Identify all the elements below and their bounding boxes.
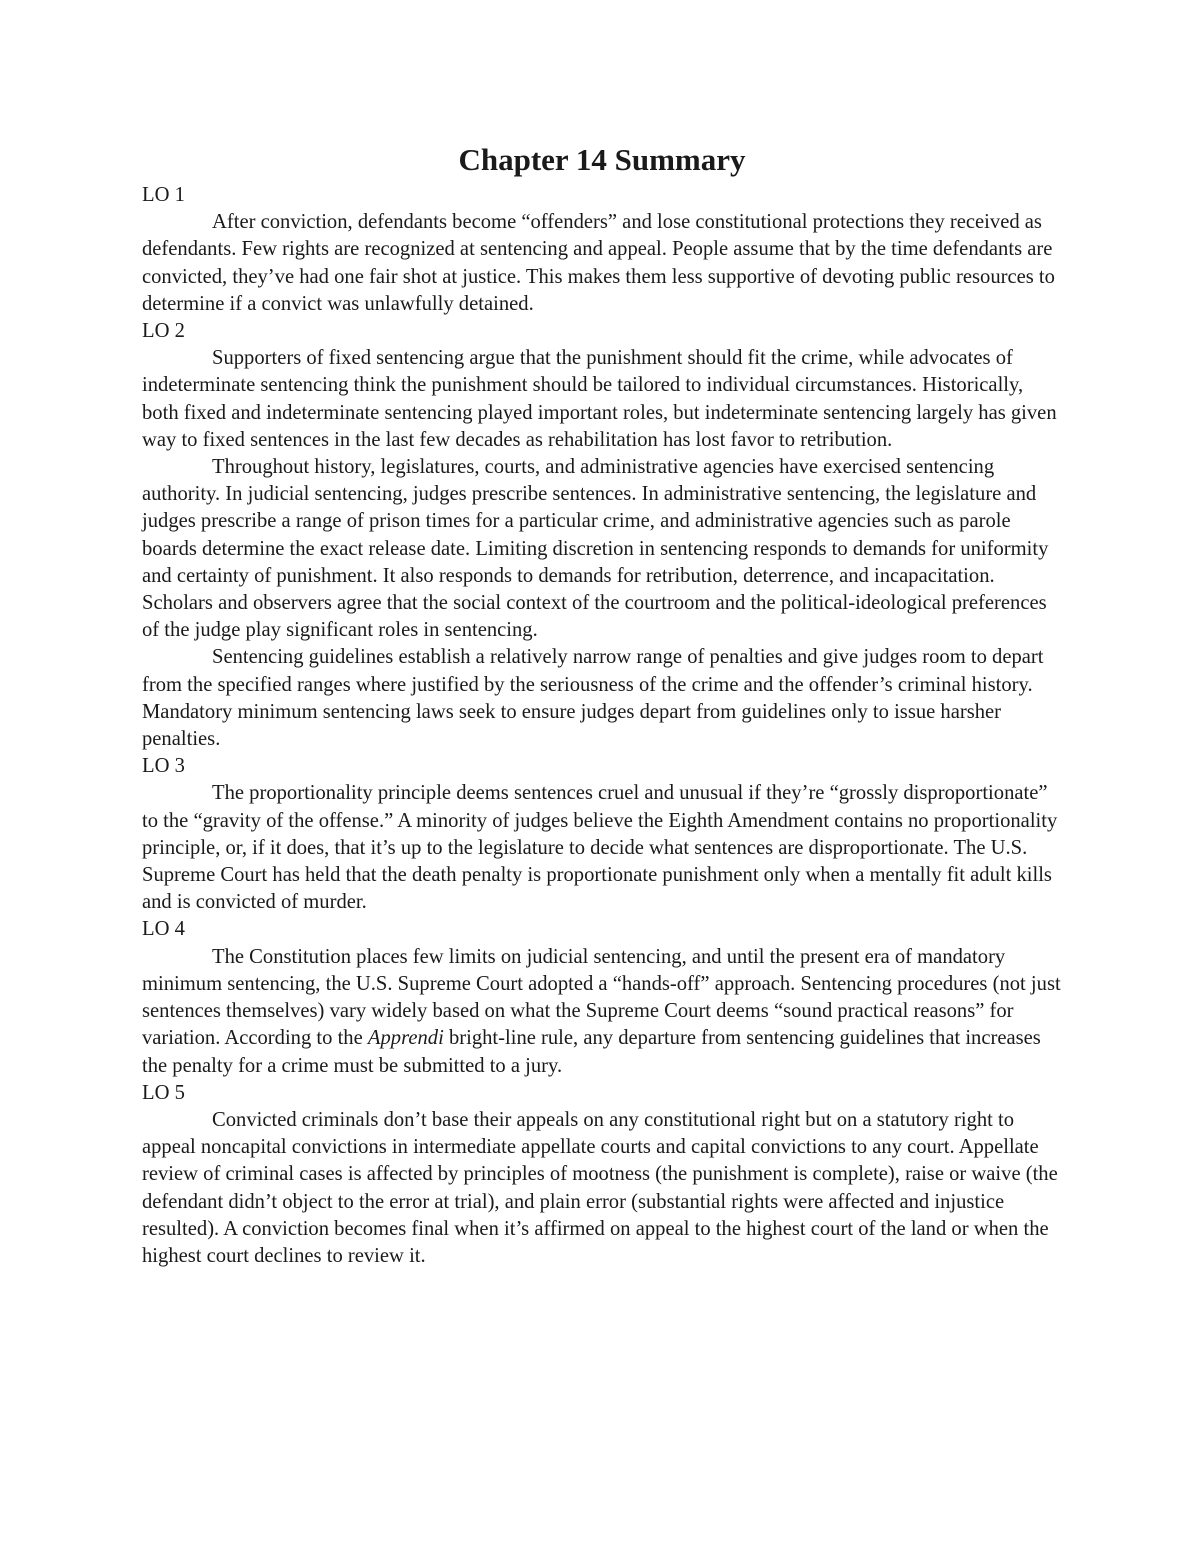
paragraph-text: Convicted criminals don’t base their appeals on any constitutional right but on a statutory right to appeal noncapital convictions in intermediate appellate courts and capital convictions to any court. Appellate review of criminal cases is affected by principles of mootness (the punishment is complete), raise or waive (the defendant didn’t object to the error at trial), and plain error (substantial rights were affected and injustice resulted). A conviction becomes final when it’s affirmed on appeal to the highest court of the land or when the highest court declines to review it. [142, 1108, 1058, 1267]
section-paragraph [142, 944, 1062, 1080]
section-heading: LO 2 [142, 320, 185, 343]
section-paragraph [142, 454, 1062, 644]
paragraph-text: After conviction, defendants become “offenders” and lose constitutional protections they received as defendants. Few rights are recognized at sentencing and appeal. People assume that by the time defendants are convicted, they’ve had one fair shot at justice. This makes them less supportive of devoting public resources to determine if a convict was unlawfully detained. [142, 211, 1055, 315]
italic-case-name: Apprendi [367, 1027, 444, 1050]
section-heading: LO 3 [142, 755, 185, 778]
paragraph-text: bright-line rule, any departure from sentencing guidelines that increases the penalty for a crime must be submitted to a jury. [142, 1027, 1041, 1077]
section-paragraph [142, 209, 1062, 318]
document-page [142, 140, 1062, 1270]
paragraph-text: The Constitution places few limits on judicial sentencing, and until the present era of mandatory minimum sentencing, the U.S. Supreme Court adopted a “hands-off” approach. Sentencing procedures (not just sentences themselves) vary widely based on what the Supreme Court deems “sound practical reasons” for variation. According to the [142, 945, 1061, 1050]
section-heading: LO 1 [142, 184, 185, 206]
paragraph-text: Supporters of fixed sentencing argue that the punishment should fit the crime, while advocates of indeterminate sentencing think the punishment should be tailored to individual circumstances. Historically, both fixed and indeterminate sentencing played important roles, but indeterminate sentencing largely has given way to fixed sentences in the last few decades as rehabilitation has lost favor to retribution. [142, 347, 1057, 451]
section-paragraph [142, 345, 1062, 454]
paragraph-text: Sentencing guidelines establish a relatively narrow range of penalties and give judges room to depart from the specified ranges where justified by the seriousness of the crime and the offender’s criminal history. Mandatory minimum sentencing laws seek to ensure judges depart from guidelines only to issue harsher penalties. [142, 646, 1044, 751]
section-heading: LO 5 [142, 1081, 185, 1104]
section-paragraph [142, 644, 1062, 753]
document-body [142, 182, 1062, 1270]
document-title: Chapter 14 Summary [458, 142, 746, 177]
paragraph-text: The proportionality principle deems sentences cruel and unusual if they’re “grossly disproportionate” to the “gravity of the offense.” A minority of judges believe the Eighth Amendment contains no proportionality principle, or, if it does, that it’s up to the legislature to decide what sentences are disproportionate. The U.S. Supreme Court has held that the death penalty is proportionate punishment only when a mentally fit adult kills and is convicted of murder. [142, 782, 1058, 914]
section-heading: LO 4 [142, 918, 185, 941]
section-paragraph [142, 780, 1062, 916]
paragraph-text: Throughout history, legislatures, courts, and administrative agencies have exercised sentencing authority. In judicial sentencing, judges prescribe sentences. In administrative sentencing, the legislature and judges prescribe a range of prison times for a particular crime, and administrative agencies such as parole boards determine the exact release date. Limiting discretion in sentencing responds to demands for uniformity and certainty of punishment. It also responds to demands for retribution, deterrence, and incapacitation. Scholars and observers agree that the social context of the courtroom and the political-ideological preferences of the judge play significant roles in sentencing. [142, 456, 1049, 642]
section-paragraph [142, 1107, 1062, 1270]
